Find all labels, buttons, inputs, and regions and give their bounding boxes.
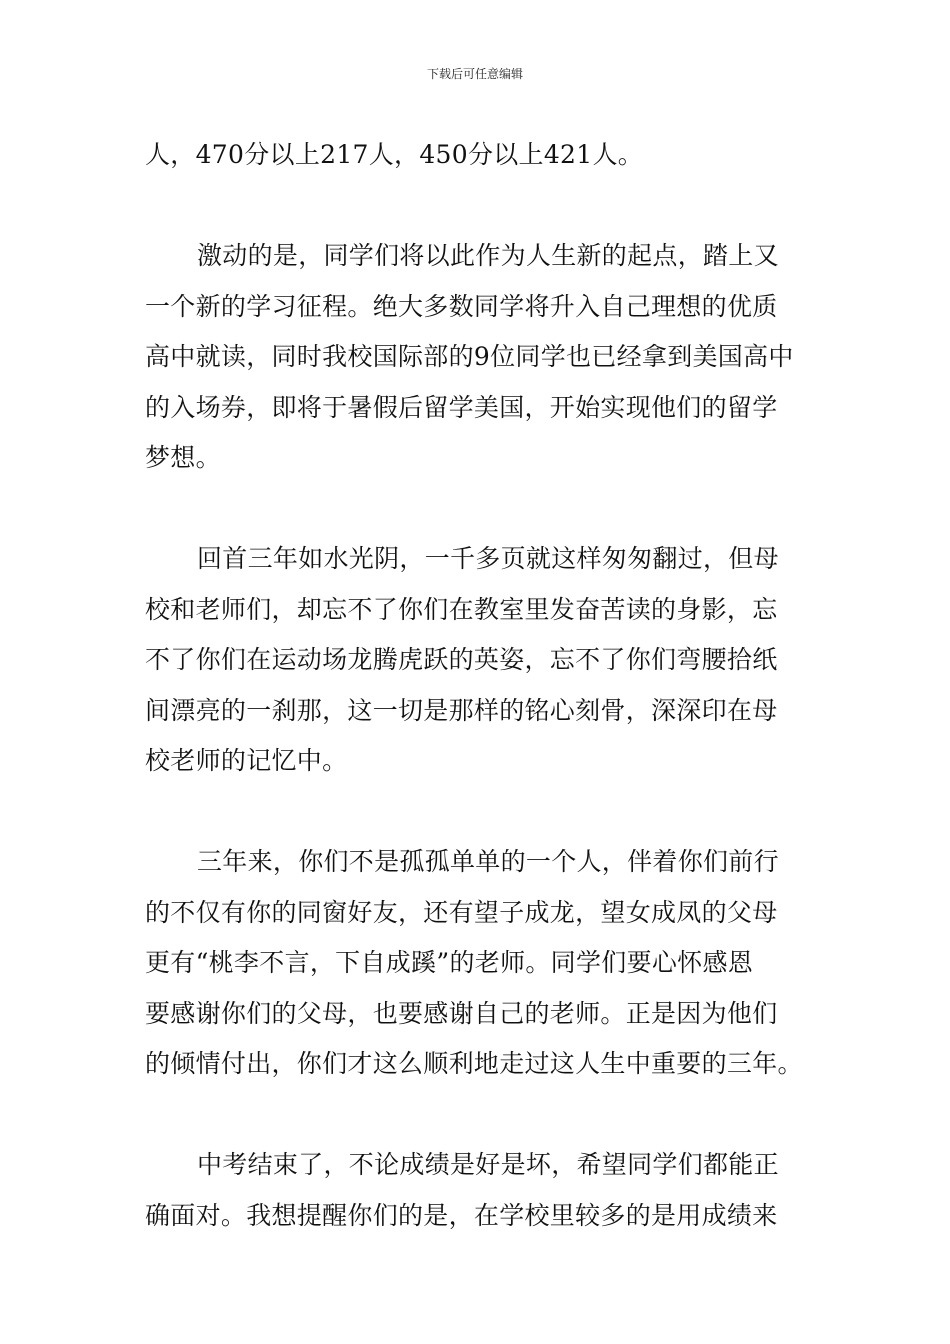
paragraph-gap — [145, 787, 810, 838]
text-line: 中考结束了，不论成绩是好是坏，希望同学们都能正 — [197, 1150, 779, 1179]
text-line: 要感谢你们的父母，也要感谢自己的老师。正是因为他们 — [145, 998, 778, 1028]
text-line: 高中就读，同时我校国际部的9位同学也已经拿到美国高中 — [145, 342, 794, 371]
text-line: 不了你们在运动场龙腾虎跃的英姿，忘不了你们弯腰拾纸 — [145, 645, 778, 674]
paragraph-gap — [145, 1090, 810, 1141]
text-line: 的倾情付出，你们才这么顺利地走过这人生中重要的三年。 — [145, 1049, 803, 1078]
paragraph-continuation — [145, 130, 810, 181]
text-line: 的不仅有你的同窗好友，还有望子成龙，望女成凤的父母 — [145, 897, 778, 927]
paragraph-exam-end — [145, 1140, 810, 1241]
text-line: 人，470分以上217人，450分以上421人。 — [145, 140, 644, 169]
text-line: 的入场券，即将于暑假后留学美国，开始实现他们的留学 — [145, 392, 778, 422]
text-line: 间漂亮的一刹那，这一切是那样的铭心刻骨，深深印在母 — [145, 695, 778, 725]
paragraph-gap — [145, 181, 810, 232]
text-line: 激动的是，同学们将以此作为人生新的起点，踏上又 — [197, 241, 779, 270]
text-line: 一个新的学习征程。绝大多数同学将升入自己理想的优质 — [145, 291, 778, 321]
text-line: 校和老师们，却忘不了你们在教室里发奋苦读的身影，忘 — [145, 594, 778, 624]
paragraph-gap — [145, 484, 810, 535]
text-line: 更有“桃李不言，下自成蹊”的老师。同学们要心怀感恩 — [145, 948, 754, 977]
text-line: 梦想。 — [145, 443, 221, 472]
paragraph-memories — [145, 534, 810, 787]
document-body — [145, 130, 810, 1241]
text-line: 三年来，你们不是孤孤单单的一个人，伴着你们前行 — [197, 847, 779, 876]
page-header-watermark: 下载后可任意编辑 — [426, 67, 523, 81]
paragraph-gratitude — [145, 837, 810, 1090]
text-line: 校老师的记忆中。 — [145, 746, 348, 775]
text-line: 回首三年如水光阴，一千多页就这样匆匆翻过，但母 — [197, 544, 779, 573]
text-line: 确面对。我想提醒你们的是，在学校里较多的是用成绩来 — [145, 1200, 778, 1230]
paragraph-excitement — [145, 231, 810, 484]
